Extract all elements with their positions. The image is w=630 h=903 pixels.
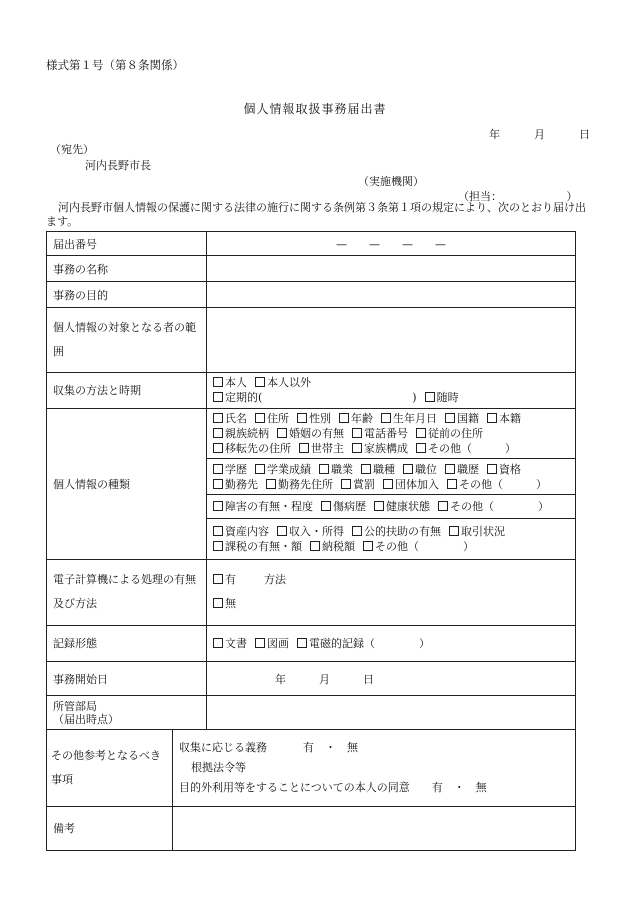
types-line <box>213 462 569 477</box>
checkbox[interactable] <box>425 392 435 402</box>
types-line <box>213 426 569 441</box>
checkbox[interactable] <box>213 443 223 453</box>
form-number: 様式第１号（第８条関係） <box>46 58 184 72</box>
checkbox[interactable] <box>213 377 223 387</box>
type-option: 職歴 <box>457 462 479 476</box>
checkbox[interactable] <box>381 413 391 423</box>
type-option: 資産内容 <box>225 524 269 538</box>
checkbox[interactable] <box>487 464 497 474</box>
types-group-2 <box>207 459 576 495</box>
checkbox[interactable] <box>277 428 287 438</box>
checkbox[interactable] <box>297 413 307 423</box>
type-option: 本籍 <box>499 411 521 425</box>
addressee: 河内長野市長 <box>85 159 151 172</box>
checkbox[interactable] <box>445 413 455 423</box>
type-option: その他（ ） <box>459 477 547 491</box>
row-start <box>47 662 576 696</box>
checkbox[interactable] <box>445 464 455 474</box>
document-title: 個人情報取扱事務届出書 <box>243 102 387 116</box>
checkbox[interactable] <box>403 464 413 474</box>
type-option: 公的扶助の有無 <box>364 524 441 538</box>
type-option: 移転先の住所 <box>225 441 291 455</box>
checkbox[interactable] <box>416 428 426 438</box>
notification-form-table <box>46 231 576 851</box>
checkbox[interactable] <box>255 464 265 474</box>
checkbox[interactable] <box>341 479 351 489</box>
type-option: 勤務先 <box>225 477 258 491</box>
type-option: 家族構成 <box>364 441 408 455</box>
types-line <box>213 411 569 426</box>
label-number: 届出番号 <box>47 232 207 256</box>
checkbox[interactable] <box>310 541 320 551</box>
row-purpose <box>47 282 576 308</box>
dept-label: 所管部局 <box>53 699 97 713</box>
label-types: 個人情報の種類 <box>47 408 207 559</box>
option-no: 無 <box>225 597 236 611</box>
date-day: 日 <box>579 128 590 141</box>
option-yes: 有 <box>225 573 236 587</box>
checkbox[interactable] <box>213 574 223 584</box>
checkbox[interactable] <box>321 501 331 511</box>
type-option: 職種 <box>373 462 395 476</box>
label-other: その他参考となるべき事項 <box>47 730 173 806</box>
checkbox[interactable] <box>352 526 362 536</box>
field-scope[interactable] <box>207 308 576 372</box>
checkbox[interactable] <box>449 526 459 536</box>
types-line <box>213 499 569 514</box>
checkbox[interactable] <box>213 638 223 648</box>
date-year: 年 <box>489 128 500 141</box>
label-collection: 収集の方法と時期 <box>47 372 207 408</box>
types-line <box>213 539 569 554</box>
row-name <box>47 256 576 282</box>
type-option: 従前の住所 <box>428 426 483 440</box>
types-group-1 <box>207 408 576 458</box>
checkbox[interactable] <box>438 501 448 511</box>
type-option: 学業成績 <box>267 462 311 476</box>
field-start-date[interactable]: 年 月 日 <box>207 662 576 696</box>
row-other <box>47 730 576 806</box>
label-start: 事務開始日 <box>47 662 207 696</box>
row-remarks <box>47 806 576 850</box>
checkbox[interactable] <box>213 428 223 438</box>
addressee-label: （宛先） <box>50 143 94 156</box>
type-option: 団体加入 <box>395 477 439 491</box>
checkbox[interactable] <box>339 413 349 423</box>
type-option: 婚姻の有無 <box>289 426 344 440</box>
type-option: 親族続柄 <box>225 426 269 440</box>
checkbox[interactable] <box>213 501 223 511</box>
type-option: 障害の有無・程度 <box>225 500 313 514</box>
consent-label: 目的外利用等をすることについての本人の同意 <box>179 781 410 794</box>
option-other: 本人以外 <box>267 376 311 390</box>
option-self: 本人 <box>225 376 247 390</box>
checkbox[interactable] <box>213 479 223 489</box>
type-option: 国籍 <box>457 411 479 425</box>
type-option: 取引状況 <box>461 524 505 538</box>
agency-label: （実施機関） <box>358 175 424 188</box>
row-collection <box>47 372 576 408</box>
types-group-3 <box>207 495 576 519</box>
periodic-close: ) <box>412 391 417 405</box>
checkbox[interactable] <box>255 377 265 387</box>
field-remarks[interactable] <box>173 806 576 850</box>
checkbox[interactable] <box>255 638 265 648</box>
label-name: 事務の名称 <box>47 256 207 282</box>
row-record <box>47 625 576 661</box>
checkbox[interactable] <box>363 541 373 551</box>
type-option: その他（ ） <box>375 539 474 553</box>
field-computer <box>207 559 576 625</box>
type-option: 健康状態 <box>386 500 430 514</box>
duty-label: 収集に応じる義務 <box>179 741 267 754</box>
checkbox[interactable] <box>213 413 223 423</box>
checkbox[interactable] <box>416 443 426 453</box>
type-option: 年齢 <box>351 411 373 425</box>
duty-options[interactable]: 有 ・ 無 <box>303 741 358 754</box>
option-drawing: 図画 <box>267 637 289 651</box>
type-option: 世帯主 <box>311 441 344 455</box>
label-scope: 個人情報の対象となる者の範囲 <box>47 308 207 372</box>
value-number[interactable]: — — — — <box>207 232 576 256</box>
type-option: 住所 <box>267 411 289 425</box>
row-types-1 <box>47 408 576 458</box>
types-line <box>213 441 569 456</box>
row-number <box>47 232 576 256</box>
contact-label: （担当： <box>458 190 497 203</box>
type-option: 納税額 <box>322 539 355 553</box>
types-line <box>213 524 569 539</box>
type-option: 収入・所得 <box>289 524 344 538</box>
checkbox[interactable] <box>213 464 223 474</box>
type-option: 生年月日 <box>393 411 437 425</box>
date-month: 月 <box>534 128 545 141</box>
row-dept <box>47 696 576 730</box>
checkbox[interactable] <box>383 479 393 489</box>
contact-end: ） <box>566 190 578 203</box>
row-scope <box>47 308 576 372</box>
checkbox[interactable] <box>361 464 371 474</box>
checkbox[interactable] <box>374 501 384 511</box>
type-option: 氏名 <box>225 411 247 425</box>
type-option: 職位 <box>415 462 437 476</box>
checkbox[interactable] <box>487 413 497 423</box>
label-record: 記録形態 <box>47 625 207 661</box>
intro-text: 河内長野市個人情報の保護に関する法律の施行に関する条例第３条第１項の規定により、次のとおり届け出ます。 <box>46 201 586 228</box>
types-line <box>213 477 569 492</box>
option-periodic: 定期的( <box>225 391 263 405</box>
type-option: 性別 <box>309 411 331 425</box>
checkbox[interactable] <box>213 541 223 551</box>
label-dept <box>47 696 207 730</box>
type-option: 電話番号 <box>364 426 408 440</box>
consent-options[interactable]: 有 ・ 無 <box>431 781 487 794</box>
checkbox[interactable] <box>319 464 329 474</box>
type-option: 賞罰 <box>353 477 375 491</box>
dept-sub: （届出時点） <box>53 712 119 726</box>
basis-label: 根拠法令等 <box>191 761 246 774</box>
types-group-4 <box>207 519 576 559</box>
checkbox[interactable] <box>213 526 223 536</box>
option-document: 文書 <box>225 637 247 651</box>
type-option: その他（ ） <box>428 441 516 455</box>
label-computer: 電子計算機による処理の有無及び方法 <box>47 559 207 625</box>
checkbox[interactable] <box>352 443 362 453</box>
field-name[interactable] <box>207 256 576 282</box>
option-electronic: 電磁的記録（ ） <box>309 637 430 651</box>
option-anytime: 随時 <box>436 391 459 405</box>
date-line <box>489 126 590 142</box>
checkbox[interactable] <box>266 479 276 489</box>
field-record <box>207 625 576 661</box>
field-other <box>173 730 576 806</box>
checkbox[interactable] <box>297 638 307 648</box>
type-option: 資格 <box>499 462 521 476</box>
type-option: 職業 <box>331 462 353 476</box>
checkbox[interactable] <box>213 598 223 608</box>
type-option: 課税の有無・額 <box>225 539 302 553</box>
type-option: 勤務先住所 <box>278 477 333 491</box>
type-option: 学歴 <box>225 462 247 476</box>
method-label: 方法 <box>264 573 286 587</box>
type-option: 傷病歴 <box>333 500 366 514</box>
field-purpose[interactable] <box>207 282 576 308</box>
checkbox[interactable] <box>352 428 362 438</box>
label-purpose: 事務の目的 <box>47 282 207 308</box>
checkbox[interactable] <box>447 479 457 489</box>
field-dept[interactable] <box>207 696 576 730</box>
field-collection <box>207 372 576 408</box>
type-option: その他（ ） <box>450 500 549 514</box>
checkbox[interactable] <box>299 443 309 453</box>
checkbox[interactable] <box>213 392 223 402</box>
checkbox[interactable] <box>255 413 265 423</box>
checkbox[interactable] <box>277 526 287 536</box>
label-remarks: 備考 <box>47 806 173 850</box>
row-computer <box>47 559 576 625</box>
